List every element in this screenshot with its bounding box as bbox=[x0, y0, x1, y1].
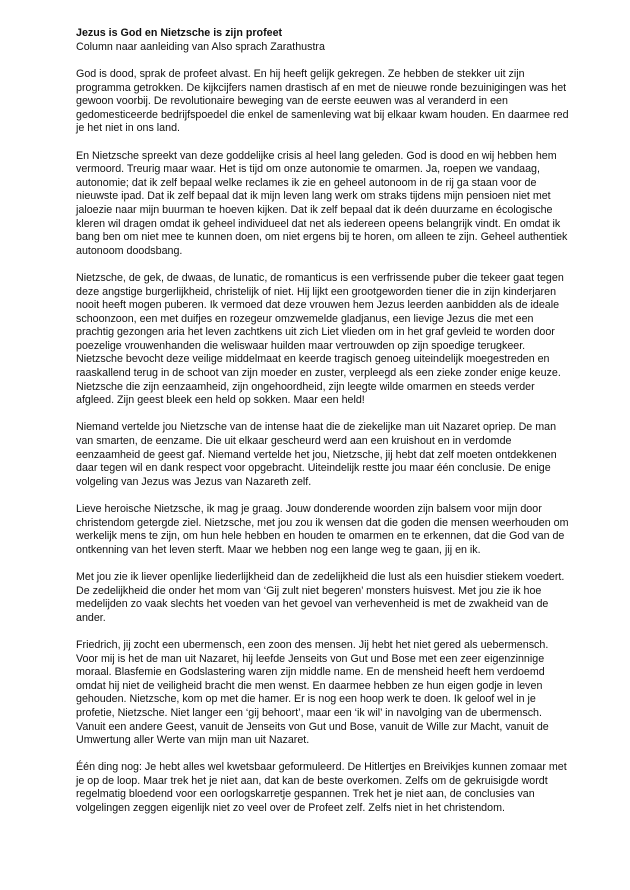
document-title: Jezus is God en Nietzsche is zijn profeet bbox=[76, 27, 283, 39]
paragraph-7: Friedrich, jij zocht een ubermensch, een zoon des mensen. Jij hebt het niet gered als uebermensch. Voor mij is het de man uit Nazaret, hij leefde Jenseits von Gut und Bose met een zeer eigenzinnige moraal. Blasfemie en Godslastering waren zijn middle name. En de mensheid heeft hem verdoemd omdat hij niet de veiligheid bracht die men wenst. En daarmee hebben ze hun eigen godje in leven gehouden. Nietzsche, kom op met die hamer. Er is nog een hoop werk te doen. Ik geloof wel in je profetie, Nietzsche. Niet langer een ‘gij behoort’, maar een ‘ik wil’ in navolging van de ubermensch. Vanuit een andere Geest, vanuit de Jenseits von Gut und Bose, vanuit de Wille zur Macht, vanuit de Umwertung aller Werte van mijn man uit Nazaret. bbox=[76, 638, 549, 747]
paragraph-1: God is dood, sprak de profeet alvast. En hij heeft gelijk gekregen. Ze hebben de stekker uit zijn programma getrokken. De kijkcijfers namen drastisch af en met de nieuwe ronde bezuinigingen was het gewoon voorbij. De revolutionaire beweging van de eerste eeuwen was al veranderd in een gedomesticeerde bedrijfspoedel die enkel de samenleving wat bij elkaar kwam houden. En daarmee red je het niet in ons land. bbox=[76, 68, 569, 135]
paragraph-6: Met jou zie ik liever openlijke liederlijkheid dan de zedelijkheid die lust als een huisdier stiekem voedert. De zedelijkheid die onder het mom van ‘Gij zult niet begeren’ monsters huisvest. Met jou zie ik hoe medelijden zo vaak slechts het voeden van het gevoel van verhevenheid is met de zwakheid van de ander. bbox=[76, 570, 565, 624]
paragraph-3: Nietzsche, de gek, de dwaas, de lunatic, de romanticus is een verfrissende puber die tekeer gaat tegen deze angstige burgerlijkheid, christelijk of niet. Hij lijkt een grootgeworden tiener die in zijn kinderjaren nooit heeft mogen puberen. Ik vermoed dat deze vrouwen hem Jezus leerden aanbidden als de ideale schoonzoon, een met duifjes en rozegeur omzwemelde gladjanus, een lievige Jezus die met een prachtig gezongen aria het leven zachtkens uit zich Liet vlieden om in het graf gevleid te worden door poezelige vrouwenhanden die weliswaar huilden maar vertrouwden op zijn spoedige terugkeer. Nietzsche bevocht deze veilige middelmaat en keerde tragisch genoeg uiteindelijk moegestreden en raaskallend terug in de schoot van zijn moeder en zuster, verpleegd als een zieke zonder enige keuze. Nietzsche die zijn eenzaamheid, zijn ongehoordheid, zijn leegte wilde omarmen en steeds verder afgleed. Zijn geest bleek een held op sokken. Maar een held! bbox=[76, 271, 564, 407]
paragraph-4: Niemand vertelde jou Nietzsche van de intense haat die de ziekelijke man uit Nazaret opriep. De man van smarten, de eenzame. Die uit elkaar gescheurd werd aan een kruishout en in verdomde eenzaamheid de geest gaf. Niemand vertelde het jou, Nietzsche, jij hebt dat zelf moeten ontdekkenen daar tegen wil en dank respect voor opgebracht. Uiteindelijk restte jou maar één conclusie. De enige volgeling van Jezus was Jezus van Nazareth zelf. bbox=[76, 421, 557, 488]
document-subtitle: Column naar aanleiding van Also sprach Zarathustra bbox=[76, 41, 325, 53]
paragraph-5: Lieve heroische Nietzsche, ik mag je graag. Jouw donderende woorden zijn balsem voor mijn door christendom getergde ziel. Nietzsche, met jou zou ik wensen dat die goden die mensen weerhouden om werkelijk mens te zijn, om hun hele hebben en houden te omarmen en te erkennen, dat die God van de ontkenning van het leven sterft. Maar we hebben nog een lange weg te gaan, jij en ik. bbox=[76, 503, 569, 556]
paragraph-2: En Nietzsche spreekt van deze goddelijke crisis al heel lang geleden. God is dood en wij hebben hem vermoord. Treurig maar waar. Het is tijd om onze autonomie te omarmen. Ja, roepen we vandaag, autonomie; dat ik zelf bepaal welke reclames ik zie en geheel autonoom in de rij ga staan voor de nieuwste ipad. Dat ik zelf bepaal dat ik mijn leven lang werk om straks tijdens mijn pensioen niet met jaloezie naar mijn buurman te hoeven kijken. Dat ik zelf bepaal dat ik deén duurzame en écologische kleren wil dragen omdat ik geheel individueel dat net als iedereen opeens belangrijk vindt. En omdat ik bang ben om niet mee te kunnen doen, om niet ergens bij te horen, om alleen te zijn. Geheel authentiek autonoom doodsbang. bbox=[76, 149, 568, 257]
paragraph-8: Één ding nog: Je hebt alles wel kwetsbaar geformuleerd. De Hitlertjes en Breivikjes kunnen zomaar met je op de loop. Maar trek het je niet aan, dat kan de beste overkomen. Zelfs om de gekruisigde wordt regelmatig bloedend voor een oorlogskarretje gespannen. Trek het je niet aan, de conclusies van volgelingen zeggen eigenlijk niet zo veel over de Profeet zelf. Zelfs niet in het christendom. bbox=[76, 761, 567, 815]
